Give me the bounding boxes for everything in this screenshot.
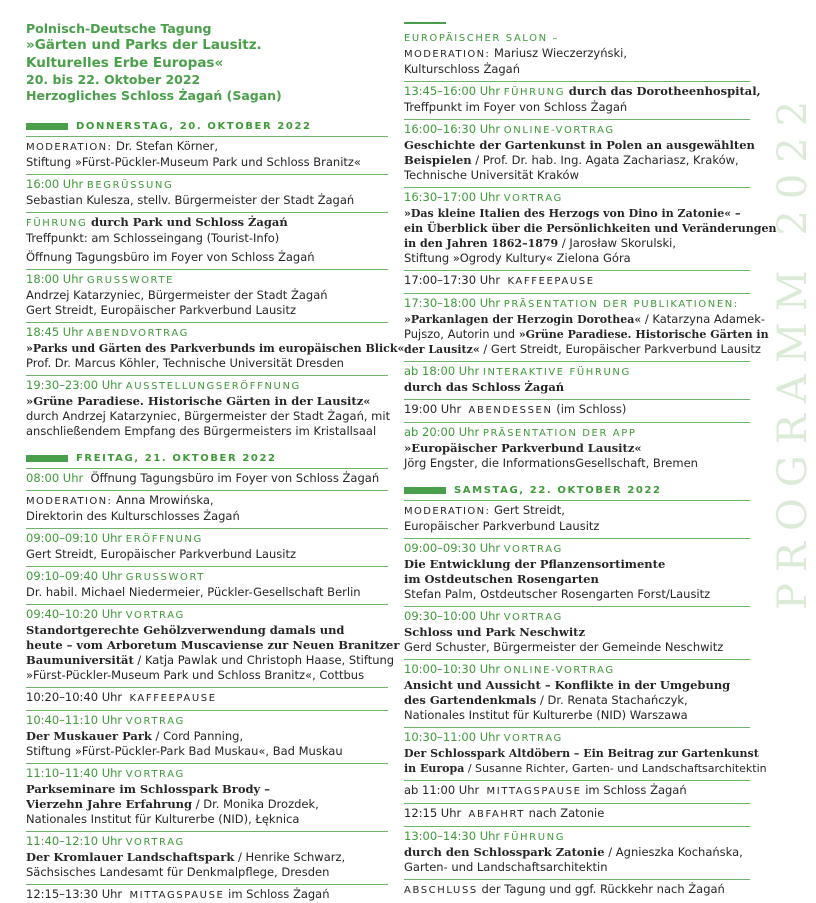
- conference-venue: Herzogliches Schloss Żagań (Sagan): [26, 88, 282, 103]
- program-item: 09:00–09:10 Uhr ERÖFFNUNG Gert Streidt, Europäischer Parkverbund Lausitz: [26, 528, 388, 562]
- program-item: 19:00 Uhr ABENDESSEN (im Schloss): [404, 399, 750, 418]
- program-item: 11:10–11:40 Uhr VORTRAG Parkseminare im Schlosspark Brody – Vierzehn Jahre Erfahrung / Dr. Monika Drozdek, Nationales Institut für Kulturerbe (NID), Łęknica: [26, 763, 388, 827]
- program-item: 09:30–10:00 Uhr VORTRAG Schloss und Park Neschwitz Gerd Schuster, Bürgermeister der Gemeinde Neschwitz: [404, 606, 750, 655]
- conference-title-2: Kulturelles Erbe Europas«: [26, 54, 224, 71]
- moderation-block: MODERATION: Anna Mrowińska, Direktorin des Kulturschlosses Żagań: [26, 490, 388, 524]
- section-marker: [404, 22, 446, 24]
- moderation-org: Kulturschloss Żagań: [404, 62, 521, 76]
- vertical-title: PROGRAMM 2022: [770, 89, 816, 610]
- program-item: 13:00–14:30 Uhr FÜHRUNG durch den Schlosspark Zatonie / Agnieszka Kochańska, Garten- und Landschaftsarchitektin: [404, 826, 750, 875]
- moderation-block: MODERATION: Mariusz Wieczerzyński,: [404, 46, 628, 60]
- program-item: 10:00–10:30 Uhr ONLINE-VORTRAG Ansicht und Aussicht – Konflikte in der Umgebung des Gartendenkmals / Dr. Renata Stachańczyk, Nationales Institut für Kulturerbe (NID) Warszawa: [404, 659, 750, 723]
- program-item: 09:40–10:20 Uhr VORTRAG Standortgerechte Gehölzverwendung damals und heute – vom Arboretum Muscaviense zur Neuen Branitzer Baumuniversität / Katja Pawlak und Christoph Haase, Stiftung »Fürst-Pückler-Museum Park und Schloss Branitz«, Cottbus: [26, 604, 388, 683]
- program-item: 18:45 Uhr ABENDVORTRAG »Parks und Gärten des Parkverbunds im europäischen Blick« Prof. Dr. Marcus Köhler, Technische Universität Dresden: [26, 322, 388, 371]
- program-item: FÜHRUNG durch Park und Schloss Żagań Treffpunkt: am Schlosseingang (Tourist-Info) Öffnung Tagungsbüro im Foyer von Schloss Żagań: [26, 212, 388, 265]
- conference-subtitle: Polnisch-Deutsche Tagung: [26, 21, 212, 36]
- program-item: 11:40–12:10 Uhr VORTRAG Der Kromlauer Landschaftspark / Henrike Schwarz, Sächsisches Landesamt für Denkmalpflege, Dresden: [26, 831, 388, 880]
- program-item: 09:10–09:40 Uhr GRUSSWORT Dr. habil. Michael Niedermeier, Pückler-Gesellschaft Berlin: [26, 566, 388, 600]
- program-item: ab 11:00 Uhr MITTAGSPAUSE im Schloss Żagań: [404, 780, 750, 799]
- program-item: ABSCHLUSS der Tagung und ggf. Rückkehr nach Żagań: [404, 879, 750, 898]
- program-item: 09:00–09:30 Uhr VORTRAG Die Entwicklung der Pflanzensortimente im Ostdeutschen Rosengarten Stefan Palm, Ostdeutscher Rosengarten Forst/Lausitz: [404, 538, 750, 602]
- program-item: 10:20–10:40 Uhr KAFFEEPAUSE: [26, 687, 388, 706]
- program-item: 18:00 Uhr GRUSSWORTE Andrzej Katarzyniec, Bürgermeister der Stadt Żagań Gert Streidt, Europäischer Parkverbund Lausitz: [26, 269, 388, 318]
- program-item: 12:15–13:30 Uhr MITTAGSPAUSE im Schloss Żagań: [26, 884, 388, 903]
- program-item: 16:30–17:00 Uhr VORTRAG »Das kleine Italien des Herzogs von Dino in Zatonie« – ein Überblick über die Persönlichkeiten und Veränderungen in den Jahren 1862–1879 / Jarosław Skorulski, Stiftung »Ogrody Kultury« Zielona Góra: [404, 187, 750, 266]
- program-item: 13:45–16:00 Uhr FÜHRUNG durch das Dorotheenhospital, Treffpunkt im Foyer von Schloss Żagań: [404, 81, 750, 115]
- program-item: 16:00–16:30 Uhr ONLINE-VORTRAG Geschichte der Gartenkunst in Polen an ausgewählten Beispielen / Prof. Dr. hab. Ing. Agata Zachariasz, Kraków, Technische Universität Kraków: [404, 119, 750, 183]
- program-item: 10:30–11:00 Uhr VORTRAG Der Schlosspark Altdöbern – Ein Beitrag zur Gartenkunst in Europa / Susanne Richter, Garten- und Landschaftsarchitektin: [404, 727, 750, 776]
- day-heading-friday: FREITAG, 21. OKTOBER 2022: [26, 451, 388, 465]
- program-item: ab 18:00 Uhr INTERAKTIVE FÜHRUNG durch das Schloss Żagań: [404, 361, 750, 395]
- day-heading-thursday: DONNERSTAG, 20. OKTOBER 2022: [26, 119, 388, 133]
- program-item: 17:00–17:30 Uhr KAFFEEPAUSE: [404, 270, 750, 289]
- program-item: 10:40–11:10 Uhr VORTRAG Der Muskauer Park / Cord Panning, Stiftung »Fürst-Pückler-Park Bad Muskau«, Bad Muskau: [26, 710, 388, 759]
- program-item: ab 20:00 Uhr PRÄSENTATION DER APP »Europäischer Parkverbund Lausitz« Jörg Engster, die InformationsGesellschaft, Bremen: [404, 422, 750, 471]
- day-heading-saturday: SAMSTAG, 22. OKTOBER 2022: [404, 483, 750, 497]
- program-item: 08:00 Uhr Öffnung Tagungsbüro im Foyer von Schloss Żagań: [26, 468, 388, 486]
- left-column: [26, 0, 405, 903]
- program-item: 16:00 Uhr BEGRÜSSUNG Sebastian Kulesza, stellv. Bürgermeister der Stadt Żagań: [26, 174, 388, 208]
- conference-dates: 20. bis 22. Oktober 2022: [26, 72, 201, 87]
- program-item: 12:15 Uhr ABFAHRT nach Zatonie: [404, 803, 750, 822]
- right-column: [404, 0, 777, 898]
- program-item: 17:30–18:00 Uhr PRÄSENTATION DER PUBLIKATIONEN: »Parkanlagen der Herzogin Dorothea« / Katarzyna Adamek- Pujszo, Autorin und »Grüne Paradiese. Historische Gärten in der Lausitz« / Gert Streidt, Europäischer Parkverbund Lausitz: [404, 293, 750, 357]
- moderation-block: MODERATION: Dr. Stefan Körner, Stiftung »Fürst-Pückler-Museum Park und Schloss Branitz«: [26, 136, 388, 170]
- moderation-block: MODERATION: Gert Streidt, Europäischer Parkverbund Lausitz: [404, 500, 750, 534]
- salon-heading: EUROPÄISCHER SALON –: [404, 33, 560, 44]
- program-item: 19:30–23:00 Uhr AUSSTELLUNGSERÖFFNUNG »Grüne Paradiese. Historische Gärten in der Lausitz« durch Andrzej Katarzyniec, Bürgermeister der Stadt Żagań, mit anschließendem Empfang des Bürgermeisters im Kristallsaal: [26, 375, 388, 439]
- conference-title-1: »Gärten und Parks der Lausitz.: [26, 37, 262, 53]
